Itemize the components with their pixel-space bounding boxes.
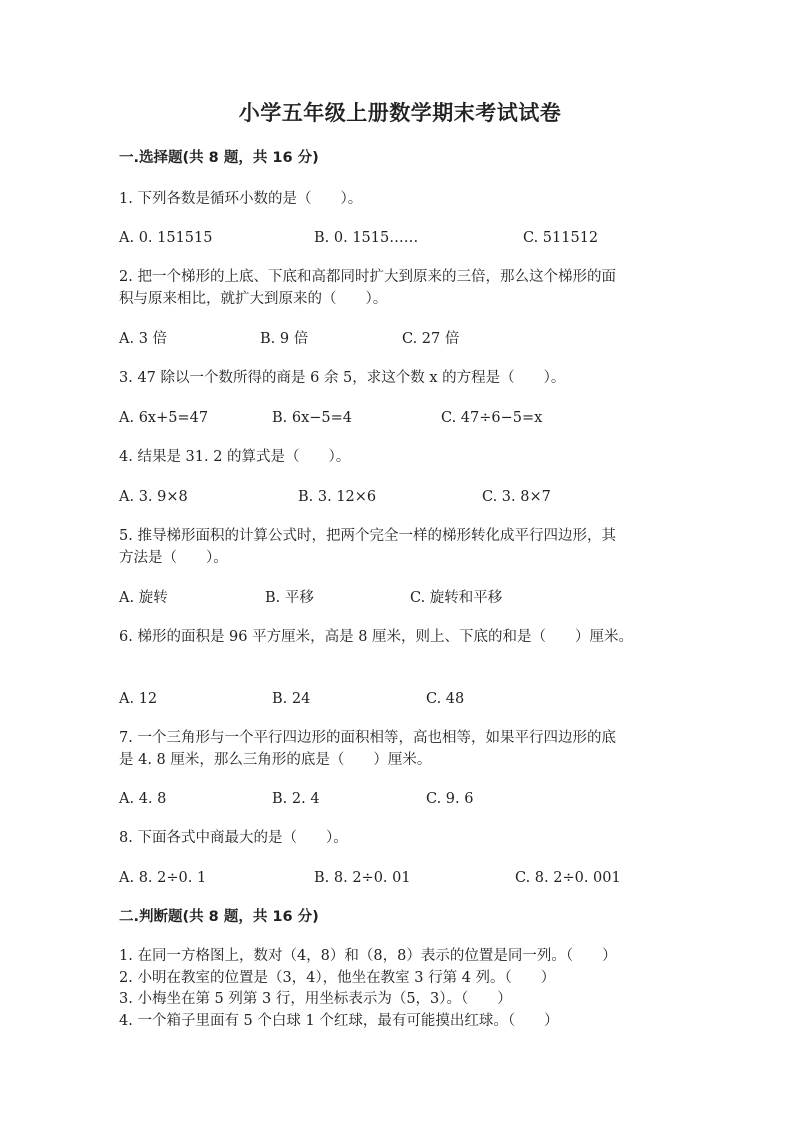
q2-option-c: C. 27 倍 xyxy=(402,331,460,347)
q8-option-b: B. 8. 2÷0. 01 xyxy=(314,870,411,886)
question-4: 4. 结果是 31. 2 的算式是（ ）。 xyxy=(119,449,351,465)
q7-option-c: C. 9. 6 xyxy=(426,791,474,807)
q1-option-a: A. 0. 151515 xyxy=(119,230,213,246)
question-3: 3. 47 除以一个数所得的商是 6 余 5，求这个数 x 的方程是（ ）。 xyxy=(119,370,566,386)
section-heading-judgment: 二.判断题(共 8 题，共 16 分) xyxy=(119,909,319,925)
q3-option-a: A. 6x+5=47 xyxy=(119,410,209,426)
question-7-line1: 7. 一个三角形与一个平行四边形的面积相等，高也相等，如果平行四边形的底 xyxy=(119,730,616,746)
question-8: 8. 下面各式中商最大的是（ ）。 xyxy=(119,830,348,846)
judgment-item-2: 2. 小明在教室的位置是（3，4），他坐在教室 3 行第 4 列。（ ） xyxy=(119,970,556,986)
q4-option-b: B. 3. 12×6 xyxy=(298,489,377,505)
question-6: 6. 梯形的面积是 96 平方厘米，高是 8 厘米，则上、下底的和是（ ）厘米。 xyxy=(119,629,634,645)
q3-option-b: B. 6x−5=4 xyxy=(272,410,353,426)
q6-option-a: A. 12 xyxy=(119,691,158,707)
judgment-item-3: 3. 小梅坐在第 5 列第 3 行，用坐标表示为（5，3）。（ ） xyxy=(119,991,512,1007)
q4-option-c: C. 3. 8×7 xyxy=(482,489,551,505)
question-2-line2: 积与原来相比，就扩大到原来的（ ）。 xyxy=(119,291,388,307)
question-5-line2: 方法是（ ）。 xyxy=(119,550,228,566)
q7-option-b: B. 2. 4 xyxy=(272,791,320,807)
question-1: 1. 下列各数是循环小数的是（ ）。 xyxy=(119,191,363,207)
q6-option-c: C. 48 xyxy=(426,691,465,707)
question-5-line1: 5. 推导梯形面积的计算公式时，把两个完全一样的梯形转化成平行四边形，其 xyxy=(119,528,616,544)
q8-option-c: C. 8. 2÷0. 001 xyxy=(515,870,621,886)
q5-option-b: B. 平移 xyxy=(265,590,314,606)
q8-option-a: A. 8. 2÷0. 1 xyxy=(119,870,207,886)
q2-option-a: A. 3 倍 xyxy=(119,331,168,347)
question-2-line1: 2. 把一个梯形的上底、下底和高都同时扩大到原来的三倍，那么这个梯形的面 xyxy=(119,269,616,285)
q3-option-c: C. 47÷6−5=x xyxy=(441,410,543,426)
judgment-item-1: 1. 在同一方格图上，数对（4，8）和（8，8）表示的位置是同一列。（ ） xyxy=(119,948,617,964)
q2-option-b: B. 9 倍 xyxy=(260,331,309,347)
q1-option-c: C. 511512 xyxy=(523,230,599,246)
q1-option-b: B. 0. 1515…… xyxy=(314,230,419,246)
section-heading-choice: 一.选择题(共 8 题，共 16 分) xyxy=(119,150,319,166)
q6-option-b: B. 24 xyxy=(272,691,311,707)
page-title: 小学五年级上册数学期末考试试卷 xyxy=(238,101,562,125)
judgment-item-4: 4. 一个箱子里面有 5 个白球 1 个红球，最有可能摸出红球。（ ） xyxy=(119,1013,559,1029)
q5-option-c: C. 旋转和平移 xyxy=(410,590,503,606)
question-7-line2: 是 4. 8 厘米，那么三角形的底是（ ）厘米。 xyxy=(119,752,432,768)
q7-option-a: A. 4. 8 xyxy=(119,791,167,807)
q4-option-a: A. 3. 9×8 xyxy=(119,489,188,505)
q5-option-a: A. 旋转 xyxy=(119,590,168,606)
